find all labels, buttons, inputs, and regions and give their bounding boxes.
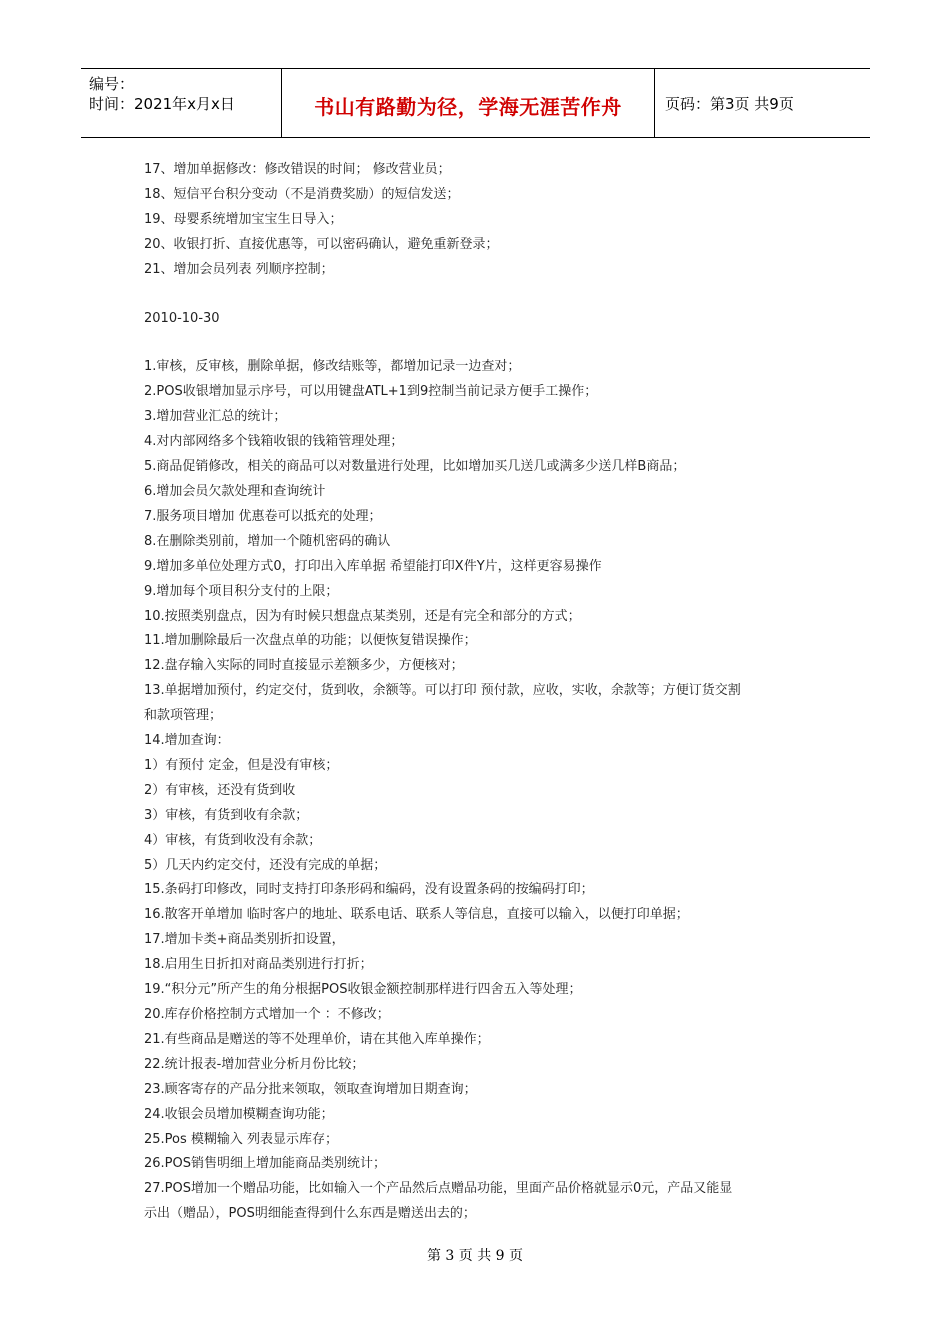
- list-item: 2）有审核，还没有货到收: [144, 782, 296, 798]
- list-item: 17.增加卡类+商品类别折扣设置，: [144, 932, 345, 948]
- time-label: 时间：2021年x月x日: [89, 95, 235, 113]
- list-item: 18、短信平台积分变动（不是消费奖励）的短信发送；: [144, 186, 460, 202]
- requirements-list-continued: [144, 158, 824, 283]
- list-item: 24.收银会员增加模糊查询功能；: [144, 1106, 334, 1122]
- list-item: 2.POS收银增加显示序号，可以用键盘ATL+1到9控制当前记录方便手工操作；: [144, 384, 598, 400]
- list-item: 8.在删除类别前，增加一个随机密码的确认: [144, 533, 391, 549]
- list-item: 3）审核，有货到收有余款；: [144, 807, 309, 823]
- page-header: [81, 68, 870, 138]
- spacer: [144, 331, 824, 355]
- list-item: 7.服务项目增加 优惠卷可以抵充的处理；: [144, 508, 382, 524]
- header-motto: 书山有路勤为径，学海无涯苦作舟: [314, 95, 622, 119]
- list-item: 4.对内部网络多个钱箱收银的钱箱管理处理；: [144, 434, 404, 450]
- list-item: 17、增加单据修改：修改错误的时间； 修改营业员；: [144, 162, 451, 177]
- list-item: 9.增加每个项目积分支付的上限；: [144, 583, 339, 599]
- list-item: 21、增加会员列表 列顺序控制；: [144, 261, 334, 277]
- page-footer: 第 3 页 共 9 页: [426, 1248, 524, 1264]
- list-item: 19.“积分元”所产生的角分根据POS收银金额控制那样进行四舍五入等处理；: [144, 982, 582, 998]
- list-item: 15.条码打印修改，同时支持打印条形码和编码，没有设置条码的按编码打印；: [144, 882, 594, 898]
- list-item: 1.审核，反审核，删除单据，修改结账等，都增加记录一边查对；: [144, 359, 521, 375]
- list-item: 16.散客开单增加 临时客户的地址、联系电话、联系人等信息，直接可以输入，以便打印单据；: [144, 907, 689, 923]
- list-item: 23.顾客寄存的产品分批来领取，领取查询增加日期查询；: [144, 1081, 477, 1097]
- requirements-list-2010-10-30: [144, 355, 824, 1227]
- list-item: 12.盘存输入实际的同时直接显示差额多少，方便核对；: [144, 658, 464, 674]
- section-date: 2010-10-30: [144, 310, 220, 326]
- list-item: 5.商品促销修改，相关的商品可以对数量进行处理，比如增加买几送几或满多少送几样B商品；: [144, 459, 686, 475]
- list-item: 20、收银打折、直接优惠等，可以密码确认，避免重新登录；: [144, 236, 499, 252]
- list-item: 13.单据增加预付，约定交付，货到收，余额等。可以打印 预付款，应收，实收，余款等；方便订货交割: [144, 683, 741, 699]
- list-item: 11.增加删除最后一次盘点单的功能；以便恢复错误操作；: [144, 633, 477, 649]
- spacer: [144, 283, 824, 307]
- list-item: 9.增加多单位处理方式0，打印出入库单据 希望能打印X件Y片，这样更容易操作: [144, 558, 602, 574]
- list-item: 3.增加营业汇总的统计；: [144, 409, 287, 425]
- list-item: 4）审核，有货到收没有余款；: [144, 832, 322, 848]
- list-item: 示出（赠品），POS明细能查得到什么东西是赠送出去的；: [144, 1206, 476, 1222]
- header-left-cell: [81, 69, 282, 137]
- document-body: [144, 158, 824, 1227]
- list-item: 18.启用生日折扣对商品类别进行打折；: [144, 957, 373, 973]
- list-item: 6.增加会员欠款处理和查询统计: [144, 483, 326, 499]
- header-middle-cell: [282, 69, 655, 137]
- list-item: 27.POS增加一个赠品功能，比如输入一个产品然后点赠品功能，里面产品价格就显示0元，产品又能显: [144, 1181, 733, 1197]
- list-item: 25.Pos 模糊输入 列表显示库存；: [144, 1131, 339, 1147]
- list-item: 10.按照类别盘点，因为有时候只想盘点某类别，还是有完全和部分的方式；: [144, 608, 581, 624]
- header-right-cell: [655, 69, 870, 137]
- list-item: 26.POS销售明细上增加能商品类别统计；: [144, 1156, 386, 1172]
- list-item: 14.增加查询：: [144, 733, 230, 749]
- list-item: 22.统计报表-增加营业分析月份比较；: [144, 1056, 365, 1072]
- list-item: 和款项管理；: [144, 708, 223, 724]
- page-number-label: 页码：第3页 共9页: [665, 95, 794, 113]
- list-item: 1）有预付 定金，但是没有审核；: [144, 757, 339, 773]
- list-item: 20.库存价格控制方式增加一个 ：不修改；: [144, 1007, 390, 1022]
- number-label: 编号：: [89, 75, 135, 93]
- list-item: 21.有些商品是赠送的等不处理单价，请在其他入库单操作；: [144, 1031, 490, 1047]
- list-item: 5）几天内约定交付，还没有完成的单据；: [144, 857, 387, 873]
- list-item: 19、母婴系统增加宝宝生日导入；: [144, 211, 343, 227]
